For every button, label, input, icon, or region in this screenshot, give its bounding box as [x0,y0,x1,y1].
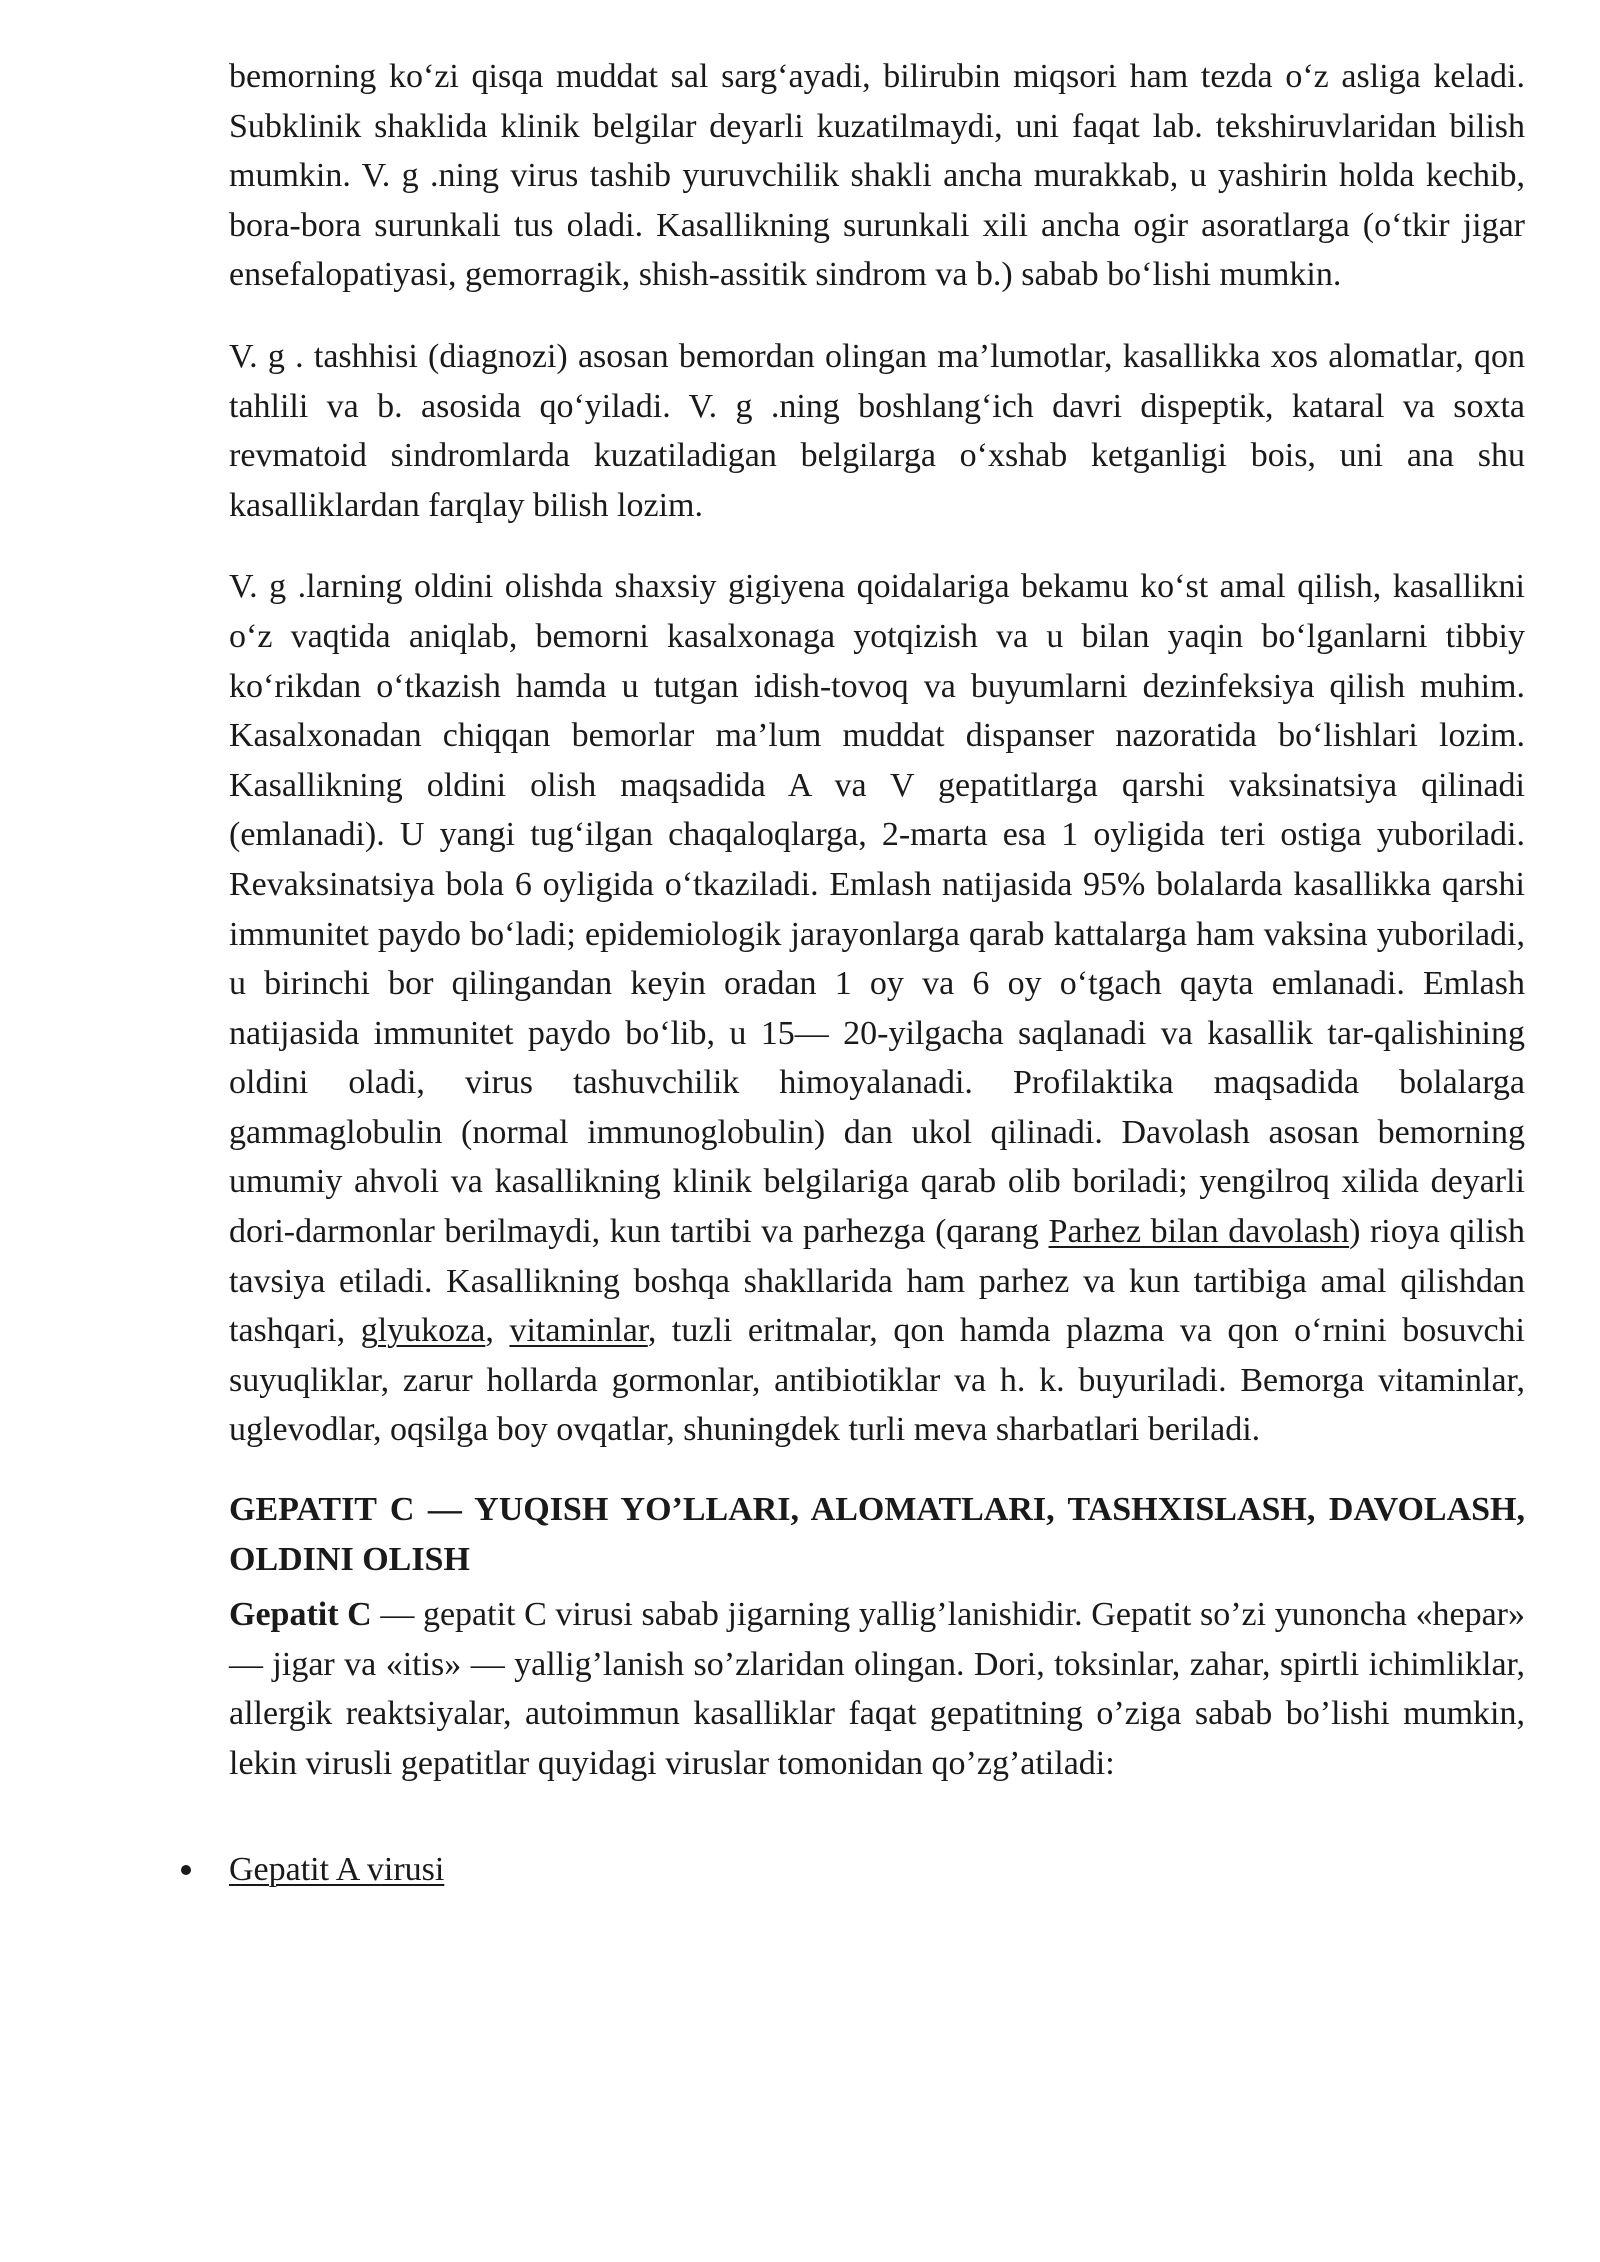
link-gepatit-a-virusi[interactable]: Gepatit A virusi [229,1850,445,1888]
link-parhez-bilan-davolash[interactable]: Parhez bilan davolash [1048,1213,1350,1251]
paragraph-text: bemorning ko‘zi qisqa muddat sal sarg‘ayadi, bilirubin miqsori ham tezda o‘z asliga keladi. Subklinik shaklida klinik belgilar deyarli kuzatilmaydi, uni faqat lab. tekshiruvlaridan bilish mumkin. V. g .ning virus tashib yuruvchilik shakli ancha murakkab, u yashirin holda kechib, bora-bora surunkali tus oladi. Kasallikning surunkali xili ancha ogir asoratlarga (o‘tkir jigar ensefalopatiyasi, gemorragik, shish-assitik sindrom va b.) sabab bo‘lishi mumkin. [229,58,1525,294]
paragraph-gepatit-c-intro [229,1590,1525,1788]
paragraph-text: V. g .larning oldini olishda shaxsiy gigiyena qoidalariga bekamu ko‘st amal qilish, kasallikni o‘z vaqtida aniqlab, bemorni kasalxonaga yotqizish va u bilan yaqin bo‘lganlarni tibbiy ko‘rikdan o‘tkazish hamda u tutgan idish-tovoq va buyumlarni dezinfeksiya qilish muhim. Kasalxonadan chiqqan bemorlar ma’lum muddat dispanser nazoratida bo‘lishlari lozim. Kasallikning oldini olish maqsadida A va V gepatitlarga qarshi vaksinatsiya qilinadi (emlanadi). U yangi tug‘ilgan chaqaloqlarga, 2-marta esa 1 oyligida teri ostiga yuboriladi. Revaksinatsiya bola 6 oyligida o‘tkaziladi. Emlash natijasida 95% bolalarda kasallikka qarshi immunitet paydo bo‘ladi; epidemiologik jarayonlarga qarab kattalarga ham vaksina yuboriladi, u birinchi bor qilingandan keyin oradan 1 oy va 6 oy o‘tgach qayta emlanadi. Emlash natijasida immunitet paydo bo‘lib, u 15— 20-yilgacha saqlanadi va kasallik tar-qalishining oldini oladi, virus tashuvchilik himoyalanadi. Profilaktika maqsadida bolalarga gammaglobulin (normal immunoglobulin) dan ukol qilinadi. Davolash asosan bemorning umumiy ahvoli va kasallikning klinik belgilariga qarab olib boriladi; yengilroq xilida deyarli dori-darmonlar berilmaydi, kun tartibi va parhezga (qarang [229,568,1525,1251]
paragraph-prevention-treatment [229,562,1525,1455]
term-gepatit-c: Gepatit C [229,1596,372,1634]
paragraph-text: — gepatit C virusi sabab jigarning yallig’lanishidir. Gepatit so’zi yunoncha «hepar» — jigar va «itis» — yallig’lanish so’zlaridan olingan. Dori, toksinlar, zahar, spirtli ichimliklar, allergik reaktsiyalar, autoimmun kasalliklar faqat gepatitning o’ziga sabab bo’lishi mumkin, lekin virusli gepatitlar quyidagi viruslar tomonidan qo’zg’atiladi: [229,1596,1526,1782]
bullet-icon [181,1865,191,1875]
paragraph-diagnosis [229,332,1525,530]
section-heading-gepatit-c: GEPATIT C — YUQISH YO’LLARI, ALOMATLARI, TASHXISLASH, DAVOLASH, OLDINI OLISH [229,1491,1525,1578]
link-vitaminlar[interactable]: vitaminlar [509,1312,648,1350]
document-page [229,52,1525,1894]
paragraph-text: , tuzli eritmalar, qon hamda plazma va qon o‘rnini bosuvchi suyuqliklar, zarur hollarda gormonlar, antibiotiklar va h. k. buyuriladi. Bemorga vitaminlar, uglevodlar, oqsilga boy ovqatlar, shuningdek turli meva sharbatlari beriladi. [229,1312,1526,1449]
virus-list [229,1845,1525,1895]
paragraph-text: ) rioya qilish tavsiya etiladi. Kasallikning boshqa shakllarida ham parhez va kun tartibiga amal qilishdan tashqari, [229,1213,1525,1350]
paragraph-text: V. g . tashhisi (diagnozi) asosan bemordan olingan ma’lumotlar, kasallikka xos alomatlar, qon tahlili va b. asosida qo‘yiladi. V. g .ning boshlang‘ich davri dispeptik, kataral va soxta revmatoid sindromlarda kuzatiladigan belgilarga o‘xshab ketganligi bois, uni ana shu kasalliklardan farqlay bilish lozim. [229,337,1525,524]
link-glyukoza[interactable]: glyukoza [360,1312,486,1350]
list-item [229,1845,1525,1895]
paragraph-clinical-forms [229,52,1525,300]
paragraph-text: , [485,1312,510,1350]
